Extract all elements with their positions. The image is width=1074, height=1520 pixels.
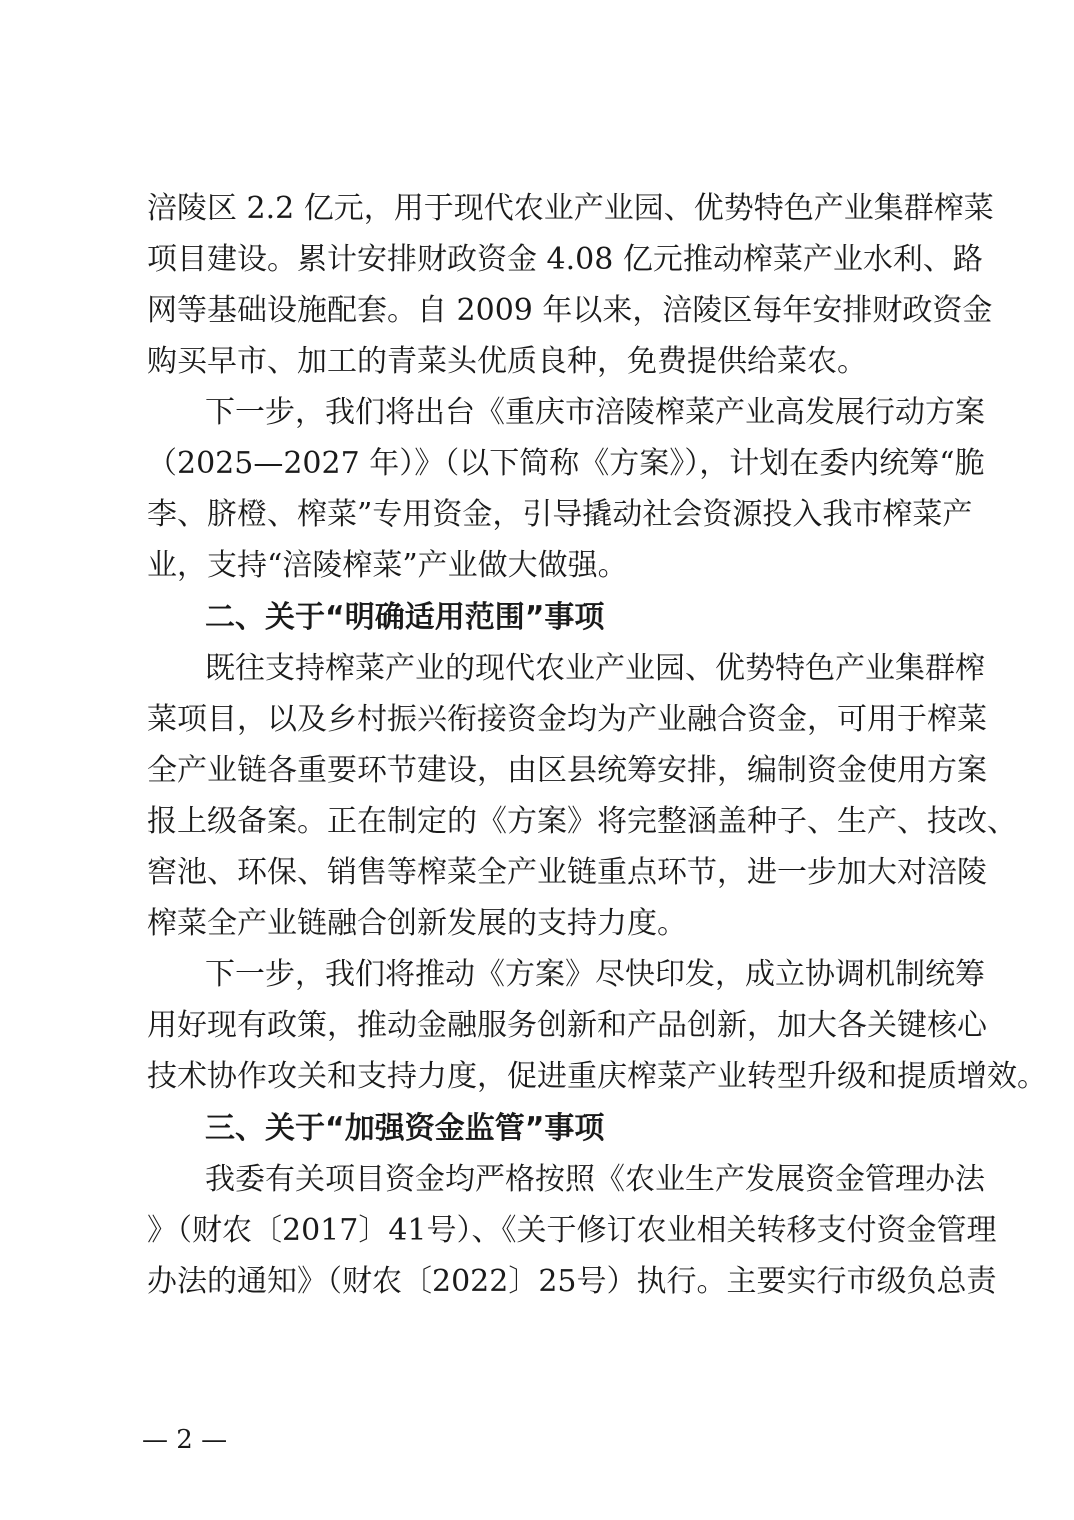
text-line: 榨菜全产业链融合创新发展的支持力度。: [147, 906, 687, 941]
text-line: 购买早市、加工的青菜头优质良种，免费提供给菜农。: [147, 344, 867, 379]
text-line: 报上级备案。正在制定的《方案》将完整涵盖种子、生产、技改、: [147, 804, 1017, 839]
paragraph-first-line: 既往支持榨菜产业的现代农业产业园、优势特色产业集群榨: [205, 651, 985, 686]
text-line: 李、脐橙、榨菜”专用资金，引导撬动社会资源投入我市榨菜产: [147, 497, 973, 532]
text-line: 涪陵区 2.2 亿元，用于现代农业产业园、优势特色产业集群榨菜: [147, 191, 994, 226]
section-heading: 二、关于“明确适用范围”事项: [205, 600, 605, 635]
text-line: （2025—2027 年）》（以下简称《方案》），计划在委内统筹“脆: [147, 446, 985, 481]
page-number: — 2 —: [142, 1425, 228, 1455]
paragraph-first-line: 下一步，我们将出台《重庆市涪陵榨菜产业高发展行动方案: [205, 395, 985, 430]
text-line: 用好现有政策，推动金融服务创新和产品创新，加大各关键核心: [147, 1008, 987, 1043]
paragraph-first-line: 下一步，我们将推动《方案》尽快印发，成立协调机制统筹: [205, 957, 985, 992]
text-line: 全产业链各重要环节建设，由区县统筹安排，编制资金使用方案: [147, 753, 987, 788]
paragraph-first-line: 我委有关项目资金均严格按照《农业生产发展资金管理办法: [205, 1162, 985, 1197]
text-line: 网等基础设施配套。自 2009 年以来，涪陵区每年安排财政资金: [147, 293, 993, 328]
text-line: 技术协作攻关和支持力度，促进重庆榨菜产业转型升级和提质增效。: [147, 1059, 1047, 1094]
text-line: 业，支持“涪陵榨菜”产业做大做强。: [147, 548, 628, 583]
text-line: 项目建设。累计安排财政资金 4.08 亿元推动榨菜产业水利、路: [147, 242, 983, 277]
text-line: 菜项目，以及乡村振兴衔接资金均为产业融合资金，可用于榨菜: [147, 702, 987, 737]
text-line: 窖池、环保、销售等榨菜全产业链重点环节，进一步加大对涪陵: [147, 855, 987, 890]
text-line: 办法的通知》（财农〔2022〕25号）执行。主要实行市级负总责: [147, 1264, 997, 1299]
text-line: 》（财农〔2017〕41号）、《关于修订农业相关转移支付资金管理: [147, 1213, 997, 1248]
section-heading: 三、关于“加强资金监管”事项: [205, 1111, 605, 1146]
